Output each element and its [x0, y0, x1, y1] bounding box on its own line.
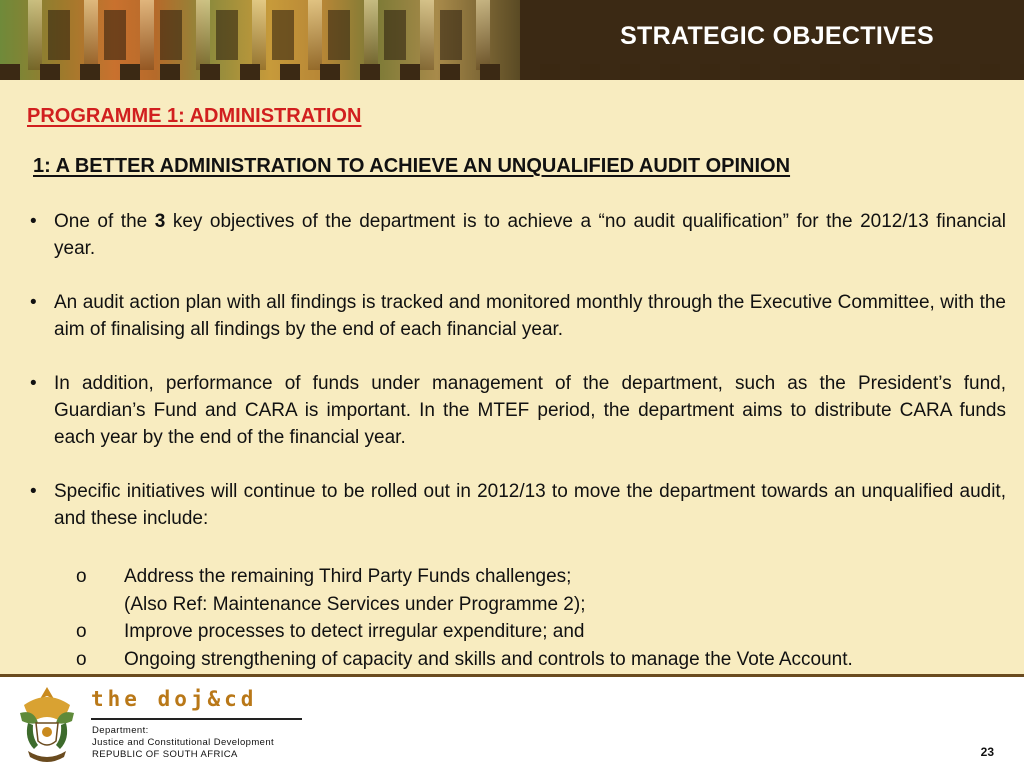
sub-bullet-marker: o [76, 621, 87, 642]
bullet-marker: • [30, 481, 37, 502]
slide-footer [0, 674, 1024, 771]
bullet-item: • In addition, performance of funds under management of the department, such as the President’s fund, Guardian’s Fund and CARA is important. In the MTEF period, the department aims to distribute CARA funds each year by the end of the financial year. [28, 370, 1006, 451]
bullet-marker: • [30, 292, 37, 313]
page-number: 23 [980, 745, 994, 759]
sub-bullet-marker: o [76, 566, 87, 587]
bullet-marker: • [30, 373, 37, 394]
programme-title: PROGRAMME 1: ADMINISTRATION [27, 105, 362, 127]
initiatives-sub-list [76, 563, 1016, 673]
bullet-item: • An audit action plan with all findings is tracked and monitored monthly through the Executive Committee, with the aim of finalising all findings by the end of each financial year. [28, 289, 1006, 343]
department-label: Department: [92, 725, 149, 736]
bullet-marker: • [30, 211, 37, 232]
doj-wordmark: the doj&cd [91, 687, 258, 711]
sub-list-item: o Improve processes to detect irregular expenditure; and [76, 618, 1016, 646]
objective-title: 1: A BETTER ADMINISTRATION TO ACHIEVE AN UNQUALIFIED AUDIT OPINION [33, 155, 791, 177]
sub-bullet-marker: o [76, 648, 87, 670]
banner-crenellation [0, 64, 1024, 80]
wordmark-rule [91, 718, 302, 720]
coat-of-arms-logo [14, 683, 80, 765]
bullet-item: • One of the 3 key objectives of the department is to achieve a “no audit qualification” for the 2012/13 financial year. [28, 208, 1006, 262]
sub-list-item: o Ongoing strengthening of capacity and skills and controls to manage the Vote Account. [76, 646, 1016, 674]
bullet-emphasis: 3 [154, 211, 166, 232]
slide-header-title: STRATEGIC OBJECTIVES [620, 22, 934, 50]
objective-bullet-list [28, 208, 1006, 559]
department-name: Justice and Constitutional Development [92, 737, 275, 748]
sub-list-item: o Address the remaining Third Party Funds challenges; (Also Ref: Maintenance Services under Programme 2); [76, 563, 1016, 618]
department-info [92, 725, 274, 761]
country-name: REPUBLIC OF SOUTH AFRICA [92, 749, 238, 760]
header-banner [0, 0, 1024, 80]
bullet-item: • Specific initiatives will continue to be rolled out in 2012/13 to move the department towards an unqualified audit, and these include: [28, 478, 1006, 532]
